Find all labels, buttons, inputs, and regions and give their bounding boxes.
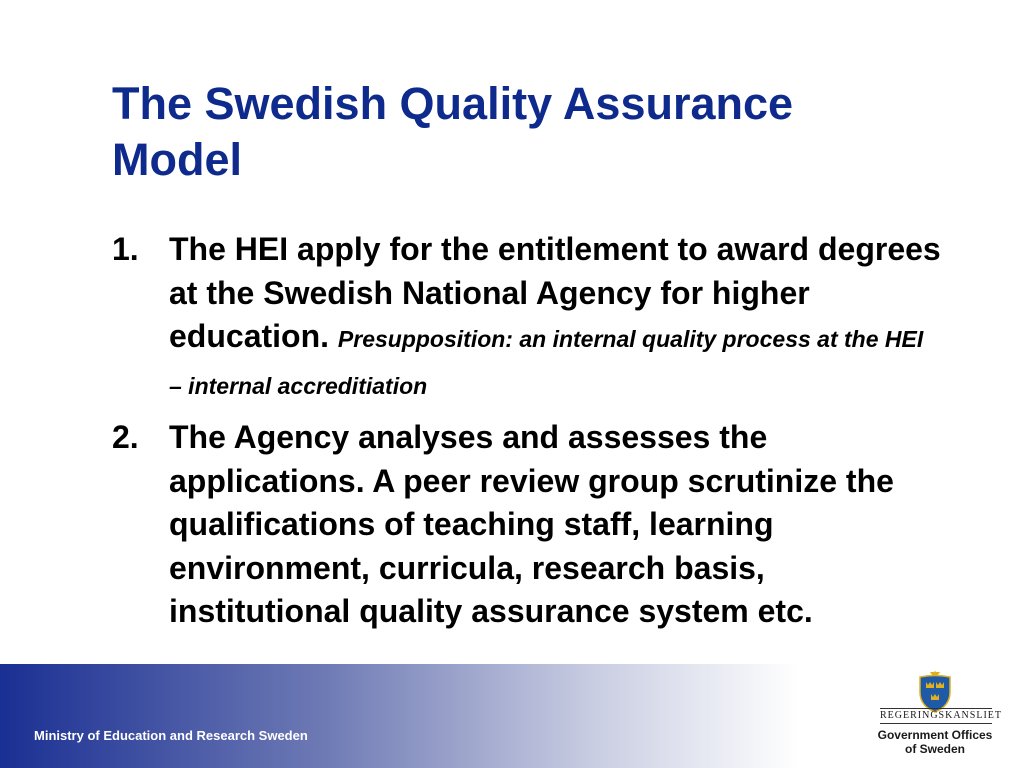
logo-wordmark: REGERINGSKANSLIET bbox=[880, 710, 1002, 721]
ministry-label: Ministry of Education and Research Sweden bbox=[34, 728, 308, 743]
logo-caption-line: Government Offices bbox=[877, 728, 993, 742]
logo-rule bbox=[880, 723, 992, 724]
government-logo bbox=[872, 670, 1002, 764]
list-item bbox=[112, 416, 942, 634]
logo-caption-line: of Sweden bbox=[904, 742, 965, 756]
logo-caption bbox=[872, 728, 998, 756]
numbered-list bbox=[112, 228, 942, 642]
item-text: The Agency analyses and assesses the applications. A peer review group scrutinize the qualifications of teaching staff, learning environment, curricula, research basis, institutional quality assurance system etc. bbox=[169, 419, 894, 629]
slide-title: The Swedish Quality Assurance Model bbox=[112, 78, 794, 185]
logo-rule bbox=[880, 708, 992, 709]
item-text: The HEI apply for the entitlement to award degrees at the Swedish National Agency for higher education. bbox=[169, 231, 941, 354]
item-note: Presupposition: an internal quality process at the HEI – internal accreditiation bbox=[169, 326, 924, 399]
footer-band bbox=[0, 664, 1024, 768]
item-number: 2. bbox=[112, 419, 139, 455]
item-number: 1. bbox=[112, 231, 139, 267]
list-item bbox=[112, 228, 942, 408]
